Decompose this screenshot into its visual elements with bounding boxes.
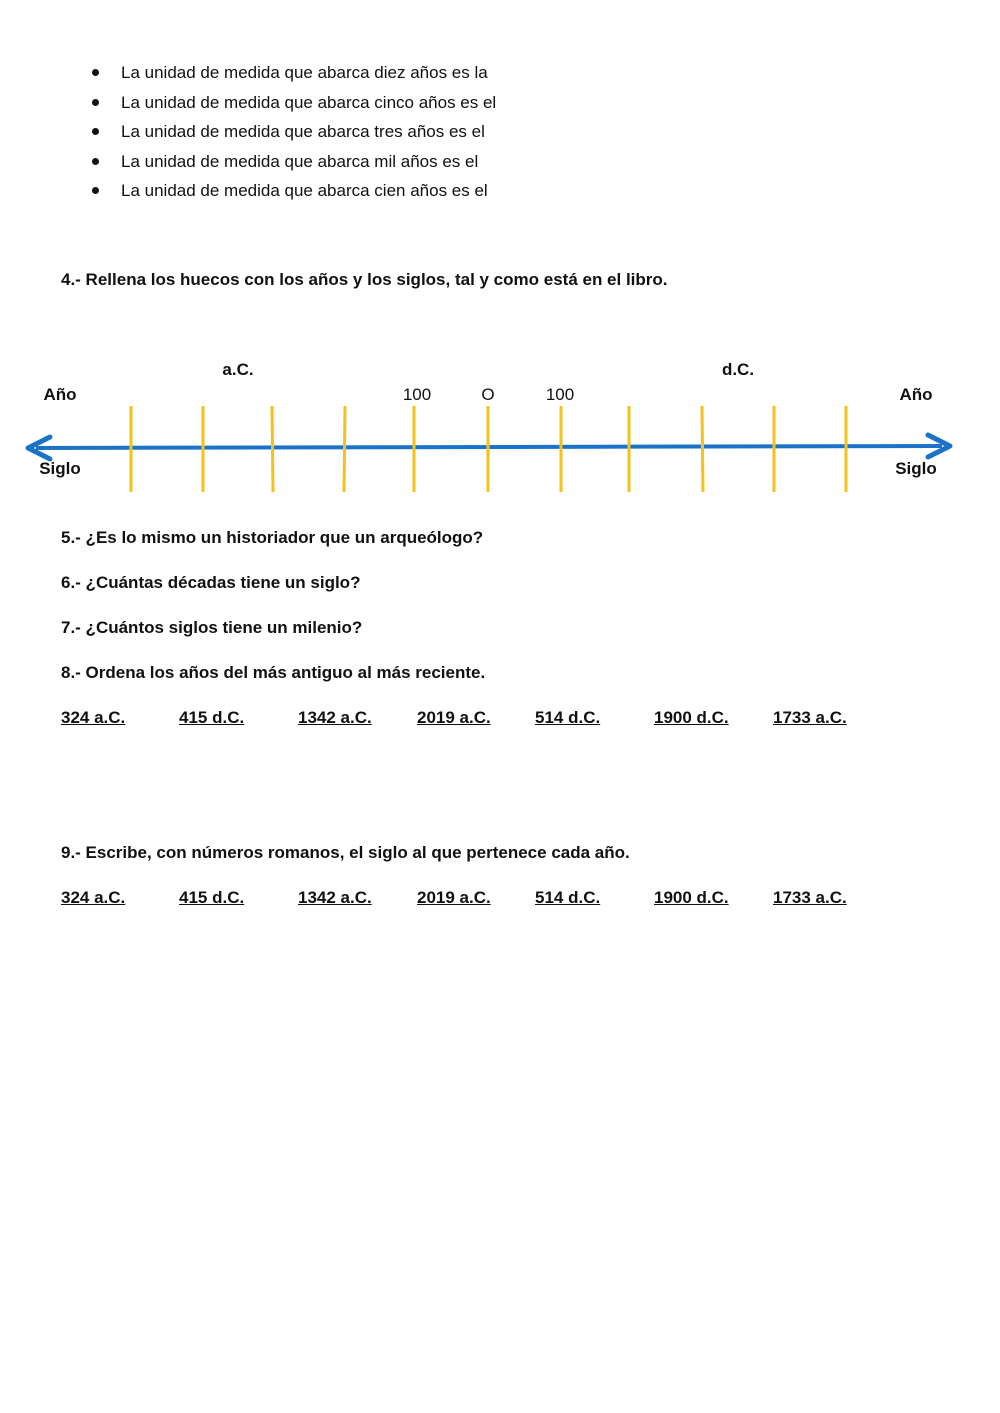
year-item: 324 a.C.	[61, 888, 126, 907]
list-item-text: La unidad de medida que abarca cien años es el	[121, 181, 488, 200]
left-year-label: Año	[43, 385, 77, 404]
year-item: 1342 a.C.	[298, 708, 372, 727]
timeline-graphic	[0, 340, 1000, 510]
list-item-text: La unidad de medida que abarca diez años es la	[121, 63, 488, 82]
question-9: 9.- Escribe, con números romanos, el siglo al que pertenece cada año.	[61, 843, 630, 862]
year-item: 415 d.C.	[179, 708, 245, 727]
list-item-text: La unidad de medida que abarca cinco años es el	[121, 92, 497, 112]
right-year-label: Año	[899, 385, 933, 404]
question-4: 4.- Rellena los huecos con los años y los siglos, tal y como está en el libro.	[61, 270, 668, 289]
timeline-tick	[272, 406, 273, 492]
right-century-label: Siglo	[895, 459, 937, 478]
year-item: 1900 d.C.	[654, 888, 729, 907]
year-item: 2019 a.C.	[417, 708, 491, 727]
list-item-text: La unidad de medida que abarca tres años es el	[121, 122, 485, 141]
tick-label-100-bc: 100	[402, 385, 432, 404]
list-item-text: La unidad de medida que abarca mil años es el	[121, 151, 479, 171]
list-item	[90, 117, 496, 147]
year-item: 514 d.C.	[535, 708, 601, 727]
question-5: 5.- ¿Es lo mismo un historiador que un arqueólogo?	[61, 528, 484, 547]
question-7: 7.- ¿Cuántos siglos tiene un milenio?	[61, 618, 363, 637]
tick-label-zero: O	[481, 385, 495, 404]
year-item: 1733 a.C.	[773, 708, 847, 727]
bullet-icon	[92, 69, 99, 76]
year-item: 415 d.C.	[179, 888, 245, 907]
year-item: 514 d.C.	[535, 888, 601, 907]
year-item: 324 a.C.	[61, 708, 126, 727]
list-item	[90, 147, 496, 177]
bullet-icon	[92, 128, 99, 135]
list-item	[90, 88, 496, 118]
tick-label-100-ad: 100	[545, 385, 575, 404]
ac-label: a.C.	[222, 360, 254, 379]
dc-label: d.C.	[721, 360, 755, 379]
bullet-icon	[92, 187, 99, 194]
year-item: 1900 d.C.	[654, 708, 729, 727]
timeline	[0, 340, 1000, 510]
timeline-tick	[344, 406, 345, 492]
question-8: 8.- Ordena los años del más antiguo al más reciente.	[61, 663, 486, 682]
list-item	[90, 176, 496, 206]
year-item: 2019 a.C.	[417, 888, 491, 907]
bullet-icon	[92, 99, 99, 106]
question-6: 6.- ¿Cuántas décadas tiene un siglo?	[61, 573, 361, 592]
list-item	[90, 58, 496, 88]
unit-definitions-list	[90, 58, 496, 206]
year-item: 1342 a.C.	[298, 888, 372, 907]
year-item: 1733 a.C.	[773, 888, 847, 907]
left-century-label: Siglo	[39, 459, 81, 478]
bullet-icon	[92, 158, 99, 165]
timeline-tick	[702, 406, 703, 492]
